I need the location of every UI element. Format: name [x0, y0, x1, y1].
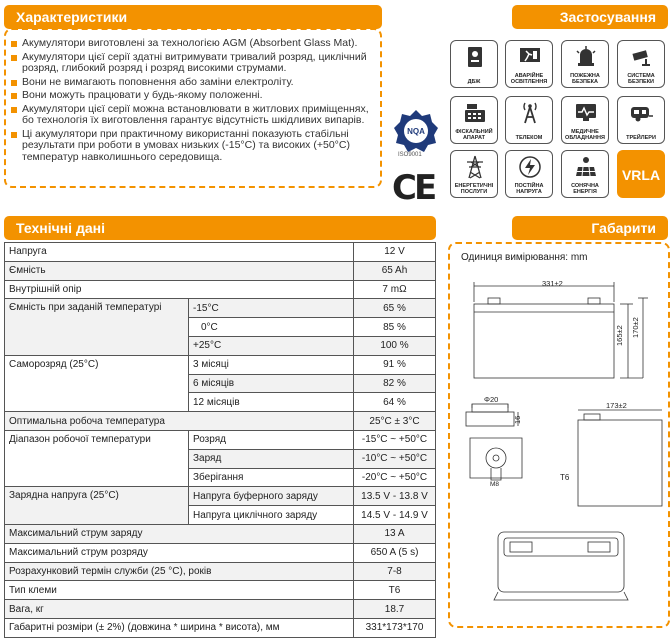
app-label: ПОСТІЙНА НАПРУГА [514, 183, 544, 195]
spec-label: Зарядна напруга (25°C) [5, 487, 189, 525]
spec-sub: 12 місяців [189, 393, 354, 412]
spec-value: 65 % [354, 299, 436, 318]
unit-label: Одиниця вимірювання: mm [461, 252, 588, 263]
spec-label: Внутрішній опір [5, 280, 354, 299]
iso-label: ISO9001 [398, 152, 422, 158]
emergency-exit-icon [518, 45, 542, 69]
iso-seal-icon [392, 108, 440, 154]
app-fiscal [450, 96, 498, 144]
spec-value: 14.5 V - 14.9 V [354, 506, 436, 525]
spec-value: -20°C ~ +50°C [354, 468, 436, 487]
spec-label: Діапазон робочої температури [5, 430, 189, 486]
spec-label: Оптимальна робоча температура [5, 412, 354, 431]
spec-sub: +25°C [189, 336, 354, 355]
spec-sub: Розряд [189, 430, 354, 449]
table-row [5, 581, 436, 600]
feature-item: Акумулятори цієї серії можна встановлювати в житлових приміщеннях, бо технологія їх виготовлення гарантує відсутність шкідливих випарів. [10, 104, 380, 127]
spec-sub: 3 місяці [189, 355, 354, 374]
medical-monitor-icon [574, 101, 598, 125]
spec-table [4, 242, 436, 638]
table-row [5, 355, 436, 374]
app-vrla: VRLA [617, 150, 665, 198]
table-row [5, 412, 436, 431]
app-trailers [617, 96, 665, 144]
features-header [4, 5, 382, 29]
spec-label: Вага, кг [5, 600, 354, 619]
spec-value: -10°C ~ +50°C [354, 449, 436, 468]
spec-label: Максимальний струм розряду [5, 543, 354, 562]
spec-value: 13 A [354, 524, 436, 543]
app-label: АВАРІЙНЕ ОСВІТЛЕННЯ [510, 73, 548, 85]
fire-alarm-icon [574, 45, 598, 69]
feature-item: Ці акумулятори при практичному використанні показують стабільні результати при роботи в умовах низьких (-15°C) та високих (+50°C) температур навколишнього середовища. [10, 129, 380, 164]
spec-value: 82 % [354, 374, 436, 393]
antenna-icon [518, 101, 542, 125]
ce-mark: CE [392, 168, 435, 208]
total-height-label: 170±2 [631, 317, 640, 338]
spec-value: 25°C ± 3°C [354, 412, 436, 431]
table-row [5, 618, 436, 637]
feature-item: Вони не вимагають поповнення або заміни електроліту. [10, 77, 380, 89]
spec-sub: Напруга циклічного заряду [189, 506, 354, 525]
spec-label: Ємність при заданій температурі [5, 299, 189, 355]
cash-register-icon [463, 101, 487, 125]
table-row [5, 280, 436, 299]
features-title: Характеристики [16, 9, 128, 25]
spec-label: Максимальний струм заряду [5, 524, 354, 543]
spec-sub: Заряд [189, 449, 354, 468]
table-row [5, 524, 436, 543]
applications-header [512, 5, 668, 29]
feature-item: Акумулятори цієї серії здатні витримувати тривалий розряд, циклічний розряд, глибокий розряд і розряд високими струмами. [10, 52, 380, 75]
spec-value: 65 Ah [354, 261, 436, 280]
spec-label: Габаритні розміри (± 2%) (довжина * ширина * висота), мм [5, 618, 354, 637]
table-row [5, 600, 436, 619]
spec-sub: 6 місяців [189, 374, 354, 393]
app-label: ЕНЕРГЕТИЧНІ ПОСЛУГИ [454, 183, 494, 195]
feature-item: Вони можуть працювати у будь-якому положенні. [10, 90, 380, 102]
table-row [5, 261, 436, 280]
lightning-icon [518, 155, 542, 179]
body-height-label: 165±2 [615, 325, 624, 346]
spec-value: 91 % [354, 355, 436, 374]
length-label: 331±2 [542, 279, 563, 288]
spec-value: 18.7 [354, 600, 436, 619]
app-constant-voltage [505, 150, 553, 198]
spec-value: 12 V [354, 243, 436, 262]
spec-sub: -15°C [189, 299, 354, 318]
spec-label: Саморозряд (25°C) [5, 355, 189, 411]
dimension-drawing [448, 242, 670, 628]
spec-value: -15°C ~ +50°C [354, 430, 436, 449]
spec-value: 85 % [354, 318, 436, 337]
width-label: 173±2 [606, 401, 627, 410]
spec-value: 100 % [354, 336, 436, 355]
spec-value: 7 mΩ [354, 280, 436, 299]
app-energy [450, 150, 498, 198]
spec-value: 13.5 V - 13.8 V [354, 487, 436, 506]
feature-item: Акумулятори виготовлені за технологією AGM (Absorbent Glass Mat). [10, 38, 380, 50]
trailer-icon [630, 101, 654, 125]
app-security [617, 40, 665, 88]
spec-label: Розрахунковий термін служби (25 °C), років [5, 562, 354, 581]
bolt-label: M8 [490, 481, 500, 488]
table-row [5, 243, 436, 262]
app-label: ТЕЛЕКОМ [515, 135, 543, 141]
app-ups [450, 40, 498, 88]
spec-label: Напруга [5, 243, 354, 262]
spec-sub: 0°C [189, 318, 354, 337]
spec-value: 331*173*170 [354, 618, 436, 637]
applications-title: Застосування [559, 9, 656, 25]
spec-sub: Напруга буферного заряду [189, 487, 354, 506]
spec-label: Ємність [5, 261, 354, 280]
table-row [5, 562, 436, 581]
table-row [5, 487, 436, 506]
terminal-diameter-label: Φ20 [484, 395, 499, 404]
solar-panel-icon [574, 155, 598, 179]
spec-value: 7-8 [354, 562, 436, 581]
iso-logo-text: NQA [407, 127, 425, 136]
app-emergency-light [505, 40, 553, 88]
security-camera-icon [630, 45, 654, 69]
app-label: ФІСКАЛЬНИЙ АПАРАТ [455, 129, 493, 141]
table-row [5, 430, 436, 449]
tech-header [4, 216, 436, 240]
app-label: ДБЖ [467, 79, 481, 85]
tech-title: Технічні дані [16, 220, 105, 236]
app-solar [561, 150, 609, 198]
app-medical [561, 96, 609, 144]
app-fire-safety [561, 40, 609, 88]
dims-title: Габарити [591, 220, 656, 236]
power-tower-icon [463, 155, 487, 179]
spec-value: T6 [354, 581, 436, 600]
app-label: МЕДИЧНЕ ОБЛАДНАННЯ [565, 129, 605, 141]
table-row [5, 299, 436, 318]
app-label: СОНЯЧНА ЕНЕРГІЯ [571, 183, 599, 195]
spec-sub: Зберігання [189, 468, 354, 487]
dims-header [512, 216, 668, 240]
features-list [10, 38, 380, 165]
terminal-height-label: 16 [513, 415, 522, 424]
app-label: СИСТЕМА БЕЗПЕКИ [627, 73, 655, 85]
app-label: ПОЖЕЖНА БЕЗПЕКА [570, 73, 600, 85]
app-telecom [505, 96, 553, 144]
table-row [5, 543, 436, 562]
app-label: ТРЕЙЛЕРИ [626, 135, 656, 141]
spec-label: Тип клеми [5, 581, 354, 600]
spec-value: 650 A (5 s) [354, 543, 436, 562]
spec-value: 64 % [354, 393, 436, 412]
ups-icon [463, 45, 487, 69]
terminal-type-label: T6 [560, 473, 570, 482]
